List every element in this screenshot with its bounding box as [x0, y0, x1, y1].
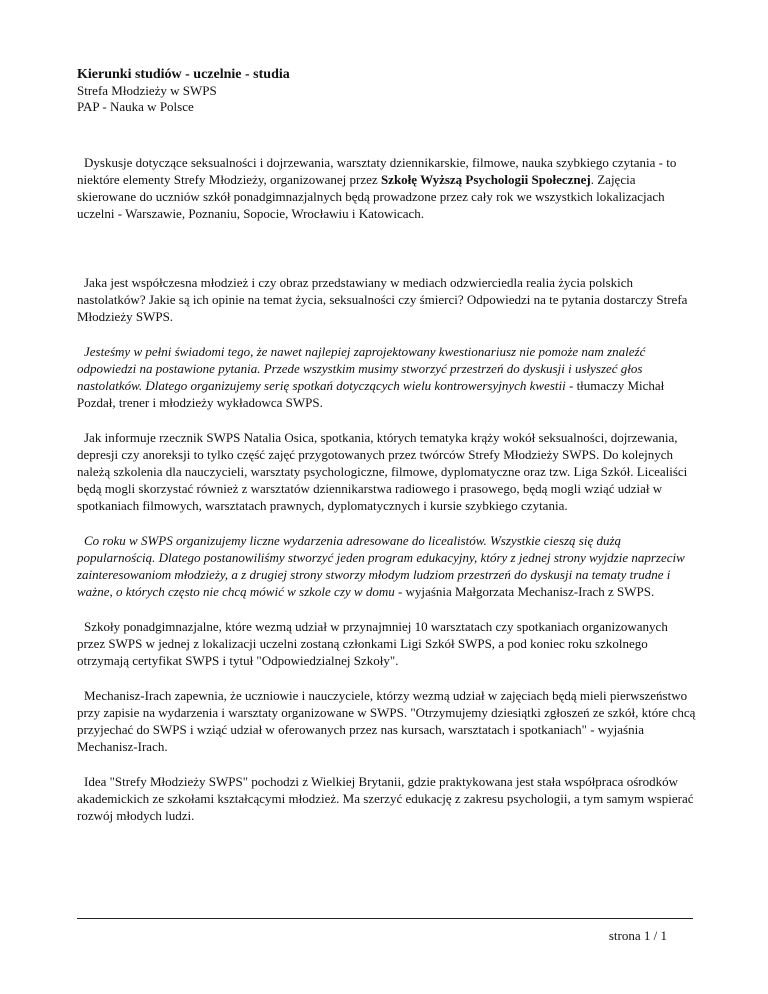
footer-divider	[77, 918, 693, 919]
paragraph-1-text-b: . Zajęcia skierowane do uczniów szkół ponadgimnazjalnych będą prowadzone przez cały rok we wszystkich lokalizacjach uczelni - Warszawie, Poznaniu, Sopocie, Wrocławiu i Katowicach.	[77, 172, 665, 221]
paragraph-7	[77, 687, 697, 755]
quote-1: Jesteśmy w pełni świadomi tego, że nawet najlepiej zaprojektowany kwestionariusz nie pomoże nam znaleźć odpowiedzi na postawione pytania. Przede wszystkim musimy stworzyć przestrzeń do dyskusji i usłyszeć głos nastolatków. Dlatego organizujemy serię spotkań dotyczących wielu kontrowersyjnych kwestii	[77, 344, 646, 393]
article-title: Strefa Młodzieży w SWPS	[77, 83, 217, 98]
university-name: Szkołę Wyższą Psychologii Społecznej	[380, 172, 591, 187]
paragraph-7-text: Mechanisz-Irach zapewnia, że uczniowie i nauczyciele, którzy wezmą udział w zajęciach będą mieli pierwszeństwo przy zapisie na wydarzenia i warsztaty organizowane w SWPS. "Otrzymujemy dziesiątki zgłoszeń ze szkół, które chcą przyjechać do SWPS i wziąć udział w oferowanych przez nas kursach, warsztatach i spotkaniach" - wyjaśnia Mechanisz-Irach.	[77, 688, 696, 754]
site-title: Kierunki studiów - uczelnie - studia	[77, 67, 290, 82]
paragraph-4	[77, 429, 697, 514]
paragraph-8-text: Idea "Strefy Młodzieży SWPS" pochodzi z Wielkiej Brytanii, gdzie praktykowana jest stała współpraca ośrodków akademickich ze szkołami kształcącymi młodzież. Ma szerzyć edukację z zakresu psychologii, a tym samym wspierać rozwój młodych ludzi.	[77, 774, 694, 823]
document-header	[77, 66, 697, 115]
paragraph-2	[77, 274, 697, 325]
quote-2-attribution: - wyjaśnia Małgorzata Mechanisz-Irach z SWPS.	[394, 584, 655, 599]
quote-1-attribution: - tłumaczy Michał Pozdał, trener i młodzieży wykładowca SWPS.	[77, 378, 665, 410]
paragraph-3	[77, 343, 697, 411]
paragraph-6	[77, 618, 697, 669]
paragraph-2-text: Jaka jest współczesna młodzież i czy obraz przedstawiany w mediach odzwierciedla realia życia polskich nastolatków? Jakie są ich opinie na temat życia, seksualności czy śmierci? Odpowiedzi na te pytania dostarczy Strefa Młodzieży SWPS.	[77, 275, 688, 324]
article-body	[77, 154, 697, 824]
paragraph-5	[77, 532, 697, 600]
paragraph-6-text: Szkoły ponadgimnazjalne, które wezmą udział w przynajmniej 10 warsztatach czy spotkaniach organizowanych przez SWPS w jednej z lokalizacji uczelni zostaną członkami Ligi Szkół SWPS, a pod koniec roku szkolnego otrzymają certyfikat SWPS i tytuł "Odpowiedzialnej Szkoły".	[77, 619, 668, 668]
quote-2: Co roku w SWPS organizujemy liczne wydarzenia adresowane do licealistów. Wszystkie cieszą się dużą popularnością. Dlatego postanowiliśmy stworzyć jeden program edukacyjny, który z jednej strony wyjdzie naprzeciw zainteresowaniom młodzieży, a z drugiej strony stworzy młodym ludziom przestrzeń do dyskusji na tematy trudne i ważne, o których często nie chcą mówić w szkole czy w domu	[77, 533, 685, 599]
paragraph-4-text: Jak informuje rzecznik SWPS Natalia Osica, spotkania, których tematyka krąży wokół seksualności, dojrzewania, depresji czy anoreksji to tylko część zajęć przygotowanych przez twórców Strefy Młodzieży SWPS. Do kolejnych należą szkolenia dla nauczycieli, warsztaty psychologiczne, filmowe, dyplomatyczne oraz tzw. Liga Szkół. Licealiści będą mogli skorzystać również z warsztatów dziennikarstwa radiowego i prasowego, będą mogli wziąć udział w spotkaniach filmowych, warsztatach prawnych, dyplomatycznych i kursie szybkiego czytania.	[77, 430, 688, 513]
page-number: strona 1 / 1	[608, 928, 667, 943]
paragraph-1-text-a: Dyskusje dotyczące seksualności i dojrzewania, warsztaty dziennikarskie, filmowe, nauka szybkiego czytania - to niektóre elementy Strefy Młodzieży, organizowanej przez	[77, 155, 677, 187]
paragraph-8	[77, 773, 697, 824]
paragraph-1	[77, 154, 697, 222]
article-source: PAP - Nauka w Polsce	[77, 99, 194, 114]
